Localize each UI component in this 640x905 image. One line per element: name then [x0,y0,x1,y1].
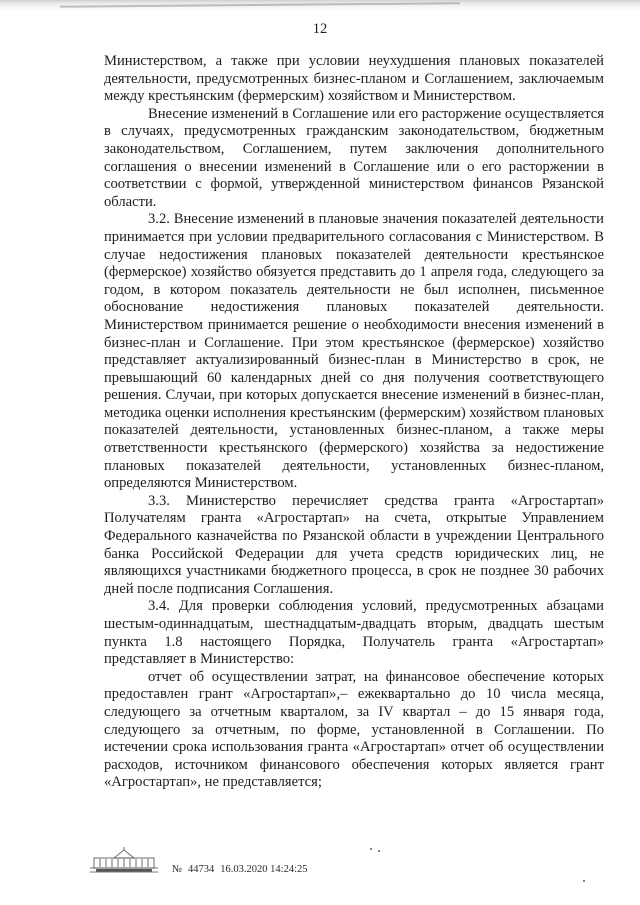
paragraph-3-2: 3.2. Внесение изменений в плановые значения показателей деятельности принимается при условии предварительного согласования с Министерством. В случае недостижения плановых показателей деятельности крестьянское (фермерское) хозяйство обязуется представить до 1 апреля года, следующего за годом, в котором показатель деятельности не был исполнен, письменное обоснование недостижения плановых показателей деятельности. Министерством принимается решение о необходимости внесения изменений в бизнес-план и Соглашение. При этом крестьянское (фермерское) хозяйство представляет актуализированный бизнес-план в Министерство в срок, не превышающий 60 календарных дней со дня получения соответствующего решения. Случаи, при которых допускается внесение изменений в бизнес-план, методика оценки исполнения крестьянским (фермерским) хозяйством плановых показателей деятельности, установленных бизнес-планом, а также меры ответственности крестьянского (фермерского) хозяйства за недостижение плановых показателей деятельности, установленных бизнес-планом, определяются Министерством. [104,211,604,492]
number-sign: № [172,864,183,875]
paragraph-report: отчет об осуществлении затрат, на финансовое обеспечение которых предоставлен грант «Агростартап»,– ежеквартально до 10 числа месяца, следующего за отчетным кварталом, за IV квартал – до 15 января года, следующего за отчетным, по форме, установленной в Соглашении. По истечении срока использования гранта «Агростартап» отчет об осуществлении расходов, источником финансового обеспечения которых является грант «Агростартап», не представляется; [104,668,604,791]
paragraph-3-3: 3.3. Министерство перечисляет средства гранта «Агростартап» Получателям гранта «Агростартап» на счета, открытые Управлением Федерального казначейства по Рязанской области в учреждении Центрального банка Российской Федерации для учета средств юридических лиц, не являющихся участниками бюджетного процесса, в срок не позднее 30 рабочих дней после подписания Соглашения. [104,492,604,597]
footer-stamp [88,846,608,886]
page-number: 12 [312,21,328,37]
paragraph-amendment: Внесение изменений в Соглашение или его расторжение осуществляется в случаях, предусмотренных гражданским законодательством, бюджетным законодательством, Соглашением, путем заключения дополнительного соглашения о внесении изменений в Соглашение или о его расторжении в соответствии с формой, утвержденной министерством финансов Рязанской области. [104,105,604,210]
document-registration [172,864,314,875]
building-logo-icon [88,846,160,876]
document-body [104,53,604,792]
timestamp: 16.03.2020 14:24:25 [220,864,308,875]
paragraph-3-4: 3.4. Для проверки соблюдения условий, предусмотренных абзацами шестым-одиннадцатым, шестнадцатым-двадцать вторым, двадцать шестым пункта 1.8 настоящего Порядка, Получатель гранта «Агростартап» представляет в Министерство: [104,598,604,668]
document-number: 44734 [188,864,215,875]
paragraph-continuation: Министерством, а также при условии неухудшения плановых показателей деятельности, предусмотренных бизнес-планом и Соглашением, заключаемым между крестьянским (фермерским) хозяйством и Министерством. [104,53,604,105]
